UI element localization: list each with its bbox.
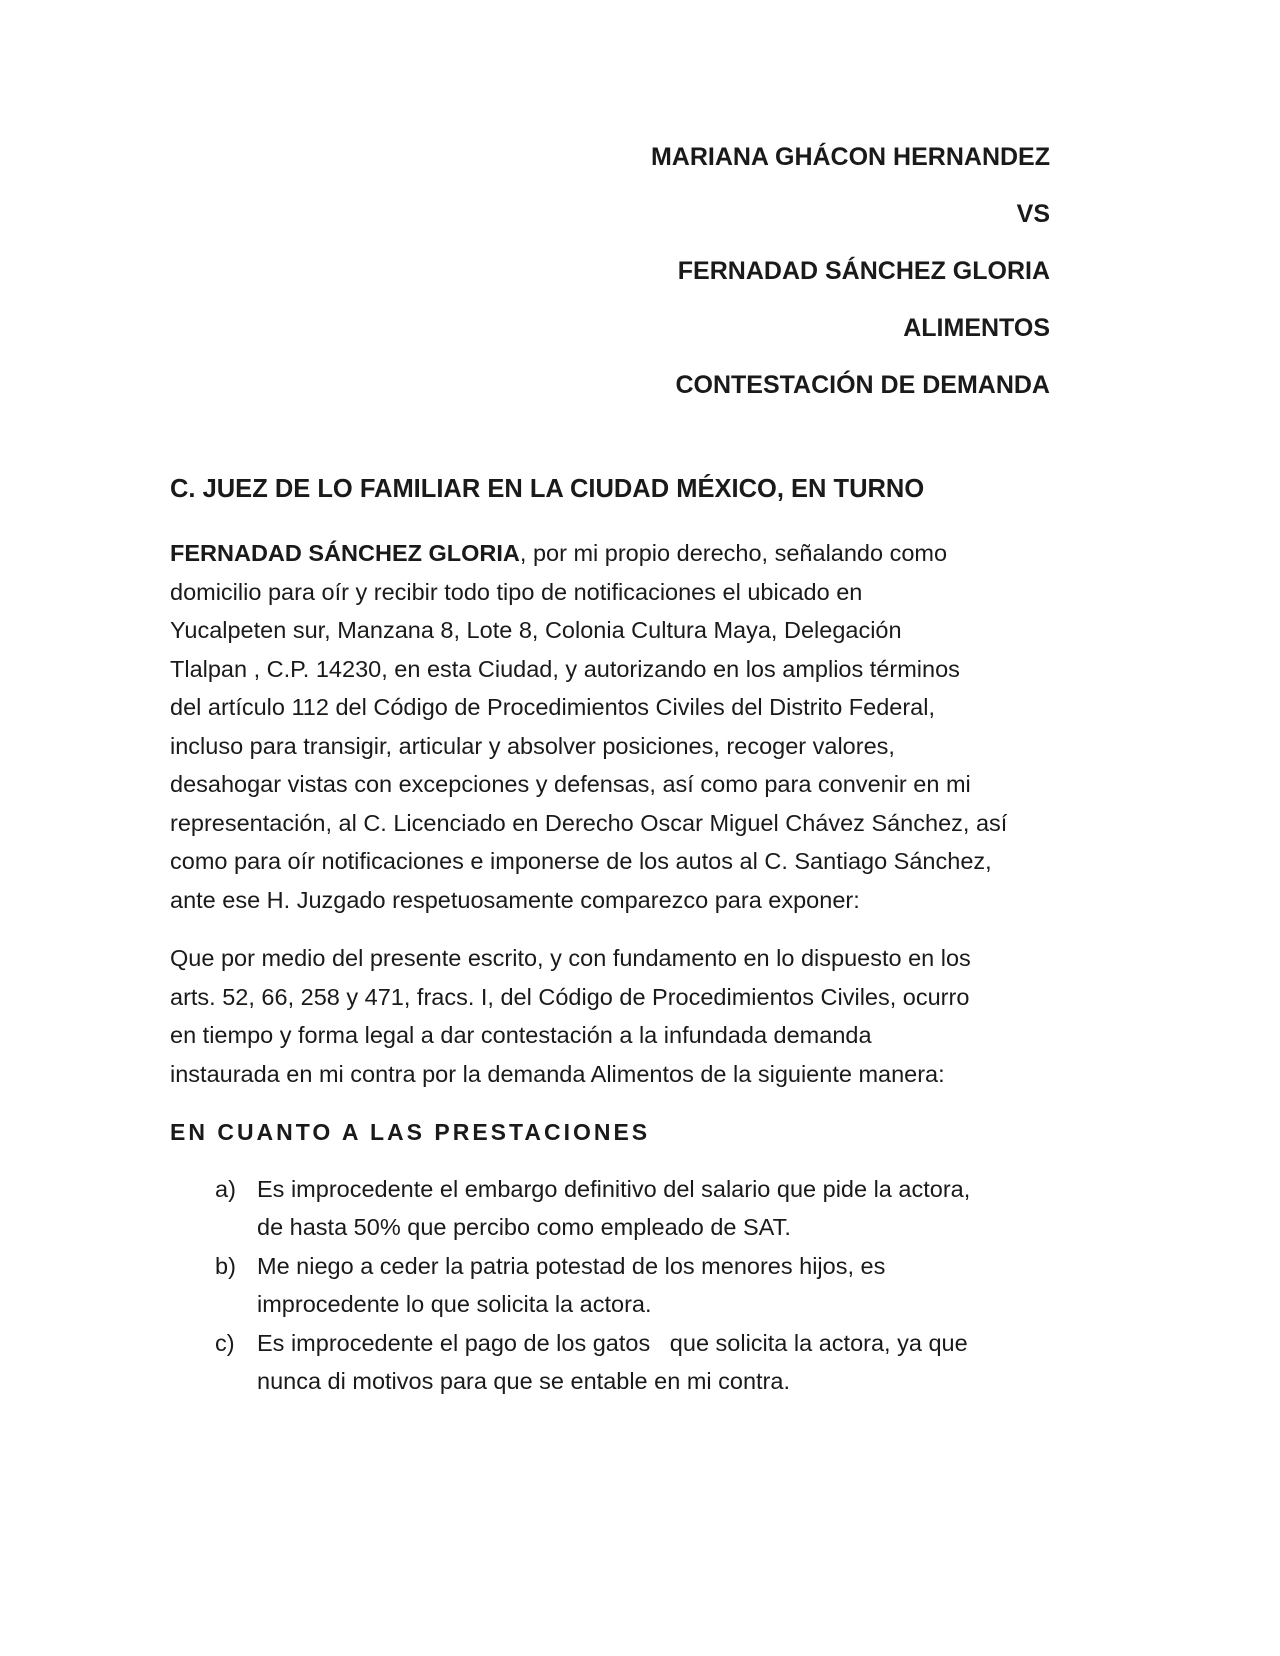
list-item-a	[170, 1170, 1050, 1247]
paragraph-line: del artículo 112 del Código de Procedimientos Civiles del Distrito Federal,	[170, 694, 936, 720]
list-item-content	[257, 1324, 1050, 1401]
list-item-line: Es improcedente el pago de los gatos que solicita la actora, ya que	[257, 1329, 968, 1356]
paragraph-line-rest: , por mi propio derecho, señalando como	[519, 540, 948, 566]
list-item-content	[257, 1170, 1050, 1247]
case-caption-block	[170, 138, 1050, 404]
list-item-line: nunca di motivos para que se entable en mi contra.	[257, 1368, 790, 1394]
list-item-line: Es improcedente el embargo definitivo del salario que pide la actora,	[257, 1175, 971, 1202]
paragraph-line: domicilio para oír y recibir todo tipo de notificaciones el ubicado en	[170, 578, 863, 605]
paragraph-line: Tlalpan , C.P. 14230, en esta Ciudad, y autorizando en los amplios términos	[170, 655, 960, 682]
paragraph-line: arts. 52, 66, 258 y 471, fracs. I, del Código de Procedimientos Civiles, ocurro	[170, 983, 970, 1010]
paragraph-line: como para oír notificaciones e imponerse de los autos al C. Santiago Sánchez,	[170, 848, 992, 874]
document-type-label: CONTESTACIÓN DE DEMANDA	[675, 371, 1050, 399]
paragraph-line: ante ese H. Juzgado respetuosamente comparezco para exponer:	[170, 886, 860, 913]
list-item-c	[170, 1324, 1050, 1401]
defendant-name: FERNADAD SÁNCHEZ GLORIA	[677, 257, 1050, 285]
list-item-line: improcedente lo que solicita la actora.	[257, 1291, 652, 1317]
paragraph-line: incluso para transigir, articular y absolver posiciones, recoger valores,	[170, 732, 895, 759]
grounds-paragraph	[170, 939, 1050, 1093]
paragraph-line: en tiempo y forma legal a dar contestación a la infundada demanda	[170, 1022, 872, 1048]
paragraph-line: instaurada en mi contra por la demanda Alimentos de la siguiente manera:	[170, 1060, 945, 1087]
list-item-b	[170, 1247, 1050, 1324]
declarant-name-bold: FERNADAD SÁNCHEZ GLORIA	[170, 540, 520, 566]
case-matter-label: ALIMENTOS	[903, 314, 1050, 342]
paragraph-line: desahogar vistas con excepciones y defensas, así como para convenir en mi	[170, 771, 971, 797]
list-item-line: Me niego a ceder la patria potestad de los menores hijos, es	[257, 1252, 886, 1279]
addressee-heading: C. JUEZ DE LO FAMILIAR EN LA CIUDAD MÉXICO, EN TURNO	[170, 475, 925, 503]
list-item-line: de hasta 50% que percibo como empleado de SAT.	[257, 1214, 791, 1240]
intro-paragraph	[170, 534, 1050, 919]
list-marker: a)	[215, 1175, 236, 1202]
paragraph-line: Que por medio del presente escrito, y con fundamento en lo dispuesto en los	[170, 945, 971, 971]
paragraph-line: representación, al C. Licenciado en Derecho Oscar Miguel Chávez Sánchez, así	[170, 809, 1008, 836]
paragraph-line	[170, 534, 1050, 573]
plaintiff-name: MARIANA GHÁCON HERNANDEZ	[650, 143, 1050, 171]
section-heading-prestaciones: EN CUANTO A LAS PRESTACIONES	[170, 1119, 651, 1145]
list-marker: c)	[215, 1329, 235, 1356]
list-marker: b)	[215, 1252, 236, 1279]
paragraph-line: Yucalpeten sur, Manzana 8, Lote 8, Colonia Cultura Maya, Delegación	[170, 617, 902, 643]
vs-label: VS	[1016, 200, 1050, 228]
list-item-content	[257, 1247, 1050, 1324]
prestaciones-list	[170, 1170, 1050, 1401]
